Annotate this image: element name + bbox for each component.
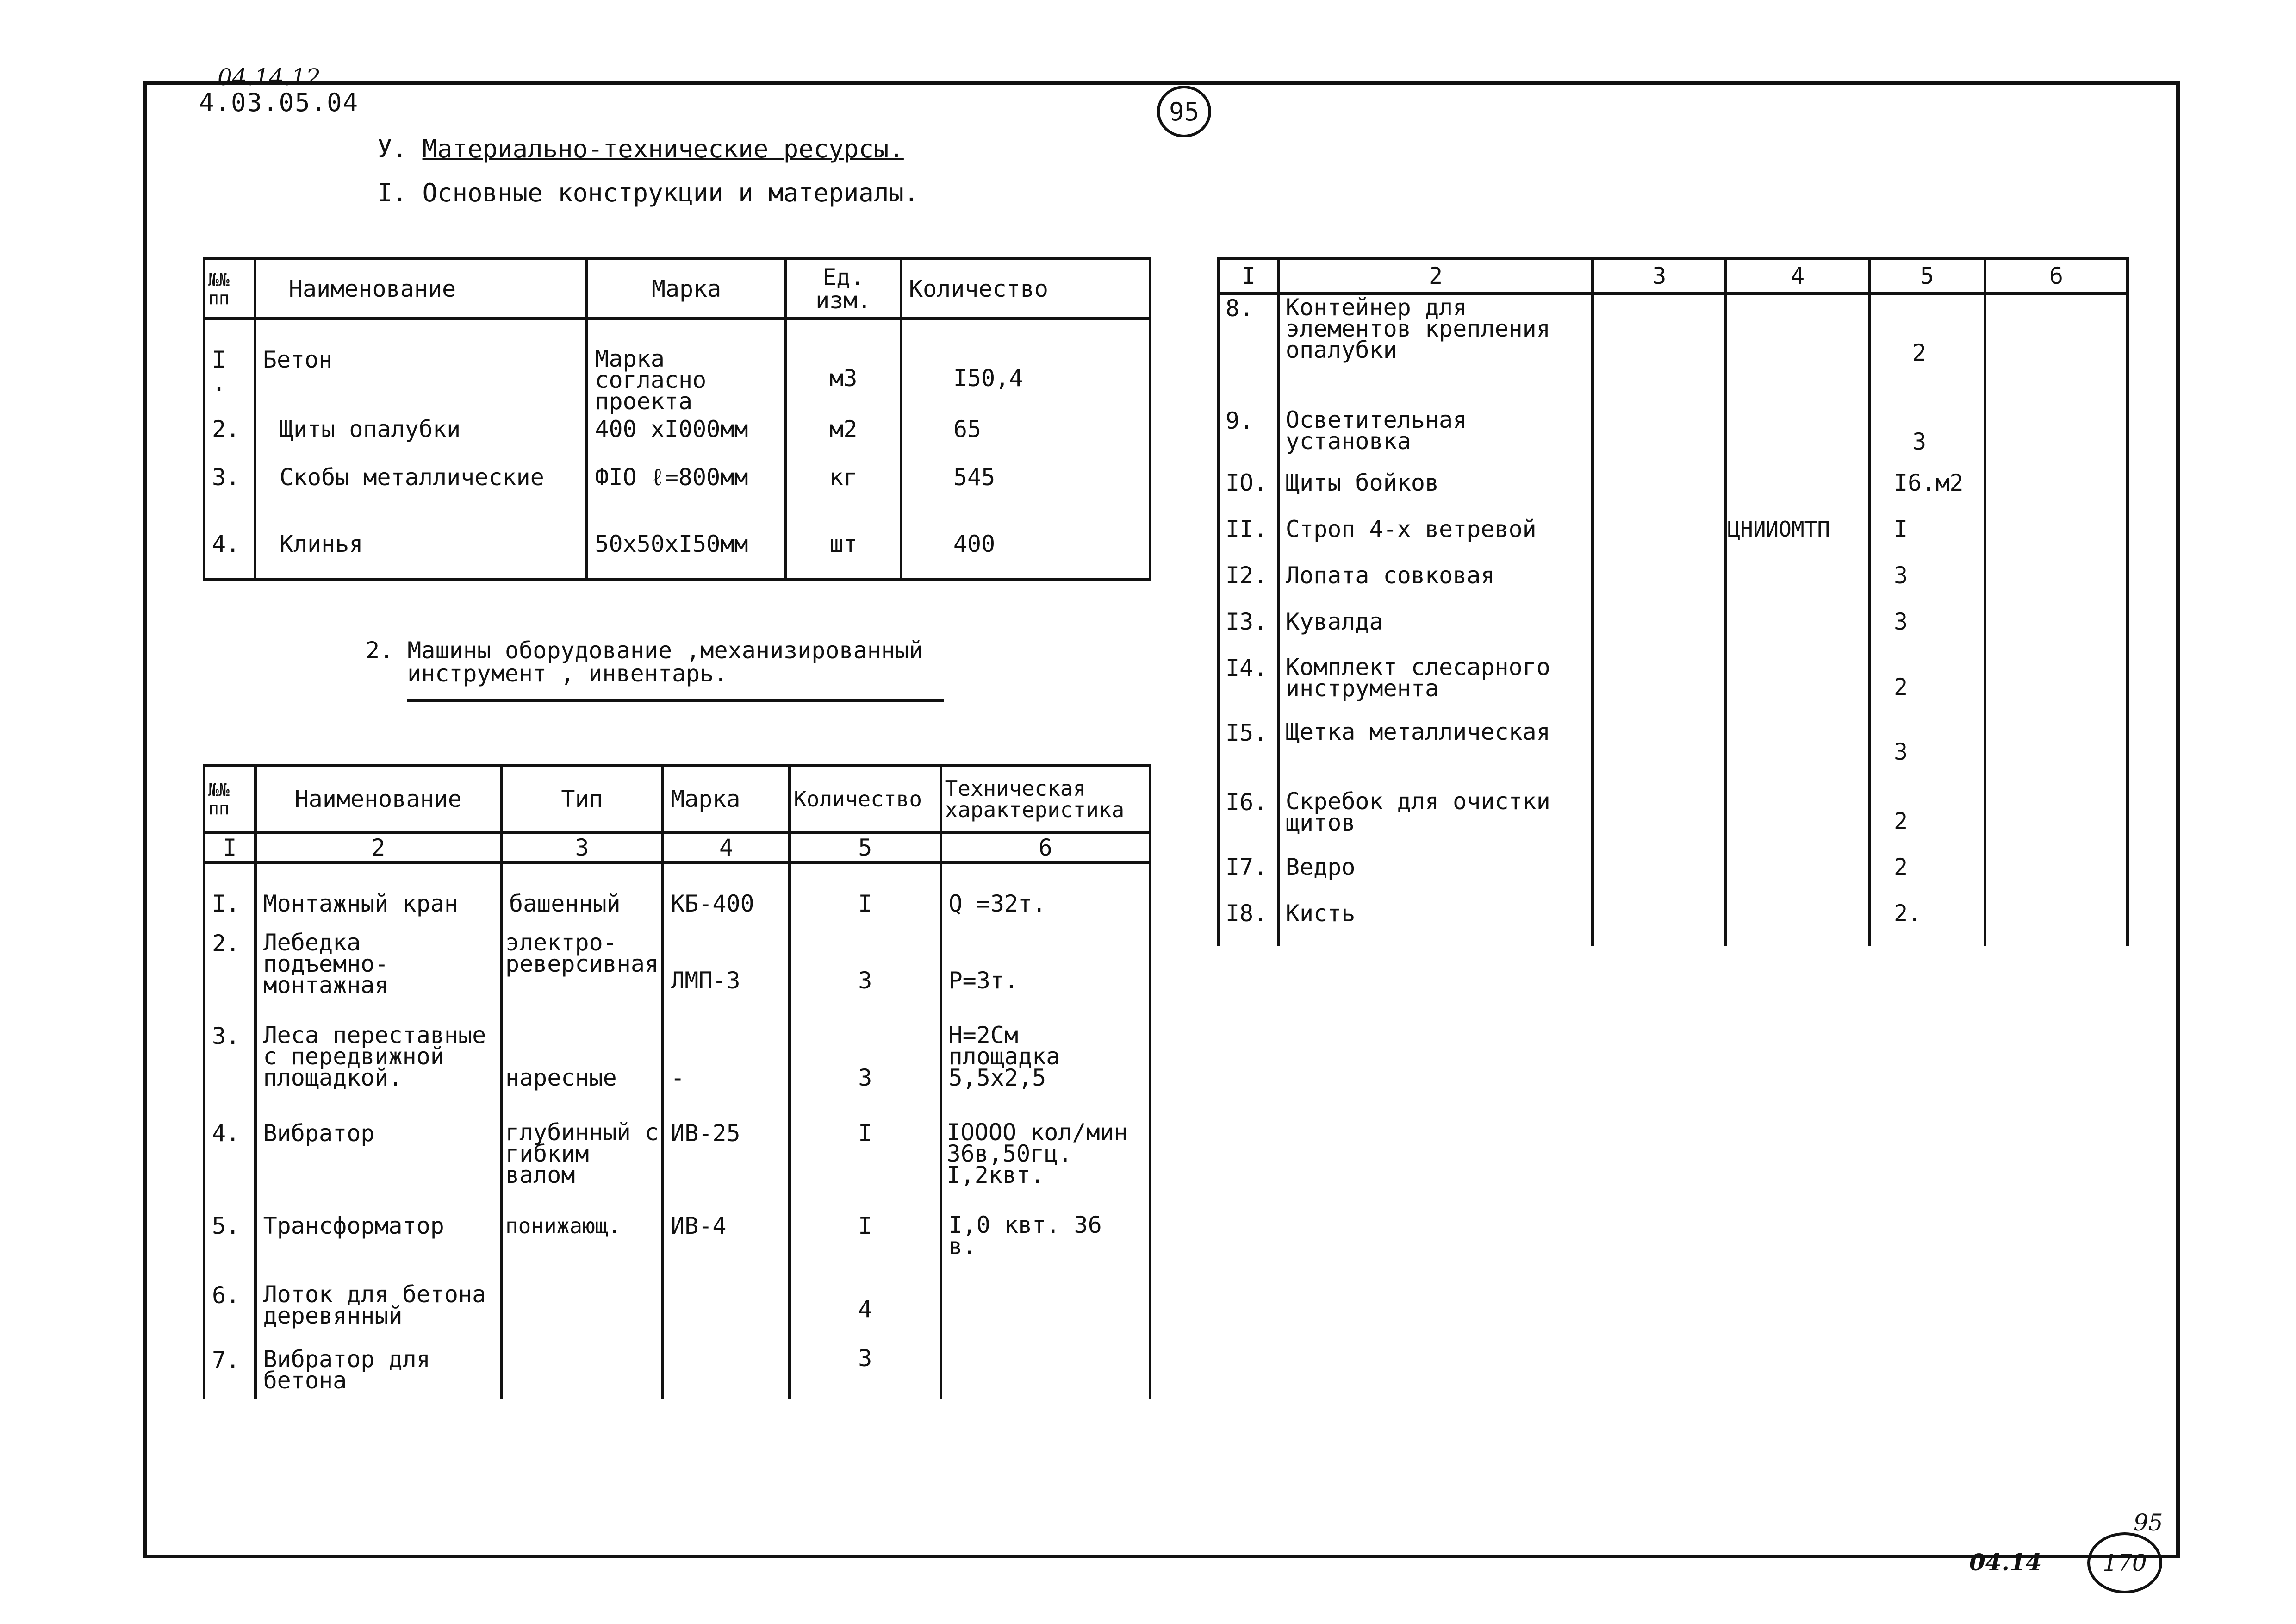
machines-title-line2: инструмент , инвентарь. [407, 660, 728, 687]
row-col4: ЦНИИОМТП [1726, 516, 1869, 562]
row-number: 9. [1219, 400, 1279, 469]
row-col6 [1985, 294, 2128, 400]
row-name: Щиты опалубки [255, 415, 587, 463]
row-number: 8. [1219, 294, 1279, 400]
header-cell: Количество [790, 766, 940, 833]
table-row [204, 1015, 1150, 1112]
row-type: наресные [501, 1015, 663, 1112]
table-row [1219, 900, 2128, 946]
section-title-text: Материально-технические ресурсы. [422, 134, 904, 163]
continuation-table [1217, 257, 2129, 946]
table-row [1219, 655, 2128, 719]
row-col6 [1985, 608, 2128, 655]
row-quantity: 3 [790, 918, 940, 1015]
row-name: Вибратор [255, 1112, 501, 1205]
row-number: I7. [1219, 854, 1279, 900]
row-col3 [1593, 608, 1726, 655]
machines-section-title [366, 639, 923, 685]
row-name: Лопата совковая [1279, 562, 1593, 608]
machines-table [203, 764, 1151, 1399]
row-mark: - [663, 1015, 790, 1112]
page-number-bottom: 95 [2134, 1509, 2163, 1536]
continuation-header-row [1219, 259, 2128, 294]
row-spec: Н=2См площадка 5,5х2,5 [941, 1015, 1150, 1112]
doc-code: 4.03.05.04 [199, 88, 359, 117]
title-underline [407, 699, 944, 702]
row-col6 [1985, 469, 2128, 516]
row-spec [941, 1274, 1150, 1344]
row-type: глубинный с гибким валом [501, 1112, 663, 1205]
row-type: электро-реверсивная [501, 918, 663, 1015]
row-quantity: I6.м2 [1869, 469, 1985, 516]
row-number: 3. [204, 463, 255, 514]
table-row [1219, 608, 2128, 655]
row-number: 3. [204, 1015, 255, 1112]
row-unit: м3 [786, 319, 901, 415]
row-col6 [1985, 516, 2128, 562]
row-mark [663, 1274, 790, 1344]
section-title [377, 134, 904, 163]
row-unit: кг [786, 463, 901, 514]
column-number: 5 [790, 833, 940, 863]
row-quantity: 3 [790, 1344, 940, 1399]
machines-header-row [204, 766, 1150, 833]
table-row [1219, 719, 2128, 789]
row-mark [663, 1344, 790, 1399]
table-row [204, 319, 1150, 415]
row-mark: 400 хI000мм [587, 415, 785, 463]
row-name: Леса переставные с передвижной площадкой. [255, 1015, 501, 1112]
header-cell: Марка [587, 259, 785, 319]
row-spec: I,0 квт. 36 в. [941, 1205, 1150, 1274]
row-mark: 50х50хI50мм [587, 514, 785, 580]
row-name: Ведро [1279, 854, 1593, 900]
row-col6 [1985, 562, 2128, 608]
header-cell: №№ пп [204, 766, 255, 833]
handwritten-doc-code: 04.14.12 [218, 64, 321, 91]
table-row [1219, 400, 2128, 469]
row-unit: м2 [786, 415, 901, 463]
table-row [204, 918, 1150, 1015]
sheet-number-circle [2087, 1532, 2162, 1593]
row-col6 [1985, 789, 2128, 854]
row-col3 [1593, 789, 1726, 854]
row-name: Строп 4-х ветревой [1279, 516, 1593, 562]
row-name: Лебедка подъемно-монтажная [255, 918, 501, 1015]
table-row [1219, 562, 2128, 608]
table-row [204, 1205, 1150, 1274]
row-col3 [1593, 562, 1726, 608]
row-quantity: 3 [790, 1015, 940, 1112]
row-col3 [1593, 400, 1726, 469]
column-number: I [1219, 259, 1279, 294]
row-quantity: 3 [1869, 400, 1985, 469]
header-cell: Наименование [255, 259, 587, 319]
row-quantity: 2. [1869, 900, 1985, 946]
row-number: 4. [204, 514, 255, 580]
row-spec [941, 1344, 1150, 1399]
section-title-prefix: У. [377, 134, 408, 163]
row-unit: шт [786, 514, 901, 580]
row-number: I8. [1219, 900, 1279, 946]
table-row [1219, 516, 2128, 562]
table-row [204, 1112, 1150, 1205]
column-number: 2 [1279, 259, 1593, 294]
section-subtitle: I. Основные конструкции и материалы. [377, 178, 919, 207]
row-quantity: 545 [901, 463, 1150, 514]
row-quantity: 65 [901, 415, 1150, 463]
row-spec: Q =32т. [941, 863, 1150, 918]
row-number: 4. [204, 1112, 255, 1205]
row-quantity: I [1869, 516, 1985, 562]
row-col4 [1726, 400, 1869, 469]
row-col6 [1985, 900, 2128, 946]
row-number: II. [1219, 516, 1279, 562]
page-number: 95 [1169, 97, 1200, 126]
row-number: 2. [204, 415, 255, 463]
column-number: I [204, 833, 255, 863]
column-number: 4 [1726, 259, 1869, 294]
row-number: I5. [1219, 719, 1279, 789]
row-col6 [1985, 655, 2128, 719]
row-name: Трансформатор [255, 1205, 501, 1274]
sheet-code: 04.14 [1969, 1549, 2042, 1576]
row-spec: IOOOO кол/мин 36в,50гц. I,2квт. [941, 1112, 1150, 1205]
row-quantity: 400 [901, 514, 1150, 580]
row-name: Лоток для бетона деревянный [255, 1274, 501, 1344]
table-row [204, 863, 1150, 918]
row-number: I6. [1219, 789, 1279, 854]
row-mark: ИВ-25 [663, 1112, 790, 1205]
row-col3 [1593, 469, 1726, 516]
row-quantity: 2 [1869, 854, 1985, 900]
row-col4 [1726, 789, 1869, 854]
row-number: I. [204, 863, 255, 918]
row-name: Комплект слесарного инструмента [1279, 655, 1593, 719]
row-number: 6. [204, 1274, 255, 1344]
row-quantity: 4 [790, 1274, 940, 1344]
row-col3 [1593, 900, 1726, 946]
row-quantity: 2 [1869, 294, 1985, 400]
row-name: Осветительная установка [1279, 400, 1593, 469]
row-type [501, 1344, 663, 1399]
machines-title-line1: 2. Машины оборудование ,механизированный [366, 637, 923, 664]
table-row [1219, 469, 2128, 516]
row-number: I3. [1219, 608, 1279, 655]
row-quantity: 2 [1869, 789, 1985, 854]
row-number: 2. [204, 918, 255, 1015]
row-col3 [1593, 719, 1726, 789]
row-number: I . [204, 319, 255, 415]
header-cell: Марка [663, 766, 790, 833]
row-quantity: I [790, 863, 940, 918]
row-mark: ИВ-4 [663, 1205, 790, 1274]
row-quantity: 3 [1869, 562, 1985, 608]
row-name: Монтажный кран [255, 863, 501, 918]
table-row [204, 463, 1150, 514]
row-spec: Р=3т. [941, 918, 1150, 1015]
row-col4 [1726, 608, 1869, 655]
row-col3 [1593, 854, 1726, 900]
column-number: 6 [941, 833, 1150, 863]
row-col4 [1726, 854, 1869, 900]
column-number: 5 [1869, 259, 1985, 294]
materials-table [203, 257, 1151, 581]
row-mark: Марка согласно проекта [587, 319, 785, 415]
row-number: 7. [204, 1344, 255, 1399]
header-cell: №№ пп [204, 259, 255, 319]
row-quantity: I50,4 [901, 319, 1150, 415]
row-col4 [1726, 719, 1869, 789]
column-number: 6 [1985, 259, 2128, 294]
column-number: 3 [1593, 259, 1726, 294]
row-quantity: I [790, 1205, 940, 1274]
row-quantity: 2 [1869, 655, 1985, 719]
row-col4 [1726, 900, 1869, 946]
row-col4 [1726, 469, 1869, 516]
row-mark: КБ-400 [663, 863, 790, 918]
table-row [204, 1344, 1150, 1399]
row-type [501, 1274, 663, 1344]
row-mark: ЛМП-3 [663, 918, 790, 1015]
row-name: Вибратор для бетона [255, 1344, 501, 1399]
row-col3 [1593, 655, 1726, 719]
header-cell: Ед. изм. [786, 259, 901, 319]
row-col3 [1593, 294, 1726, 400]
row-quantity: I [790, 1112, 940, 1205]
row-name: Скобы металлические [255, 463, 587, 514]
row-col6 [1985, 400, 2128, 469]
row-col6 [1985, 854, 2128, 900]
header-cell: Тип [501, 766, 663, 833]
table-row [1219, 854, 2128, 900]
row-name: Щетка металлическая [1279, 719, 1593, 789]
table-row [1219, 294, 2128, 400]
row-col4 [1726, 655, 1869, 719]
table-row [1219, 789, 2128, 854]
row-mark: ФIO ℓ=800мм [587, 463, 785, 514]
row-col4 [1726, 294, 1869, 400]
column-number: 4 [663, 833, 790, 863]
page-number-circle [1157, 86, 1211, 137]
row-name: Контейнер для элементов крепления опалубки [1279, 294, 1593, 400]
row-col4 [1726, 562, 1869, 608]
row-name: Клинья [255, 514, 587, 580]
row-name: Скребок для очистки щитов [1279, 789, 1593, 854]
row-number: IO. [1219, 469, 1279, 516]
table-row [204, 514, 1150, 580]
row-number: I2. [1219, 562, 1279, 608]
column-number: 2 [255, 833, 501, 863]
table-row [204, 415, 1150, 463]
row-name: Кувалда [1279, 608, 1593, 655]
table-row [204, 1274, 1150, 1344]
row-name: Бетон [255, 319, 587, 415]
row-type: башенный [501, 863, 663, 918]
row-type: понижающ. [501, 1205, 663, 1274]
row-name: Щиты бойков [1279, 469, 1593, 516]
row-quantity: 3 [1869, 608, 1985, 655]
column-number: 3 [501, 833, 663, 863]
row-number: 5. [204, 1205, 255, 1274]
materials-header-row [204, 259, 1150, 319]
row-col3 [1593, 516, 1726, 562]
row-col6 [1985, 719, 2128, 789]
row-number: I4. [1219, 655, 1279, 719]
header-cell: Наименование [255, 766, 501, 833]
header-cell: Количество [901, 259, 1150, 319]
row-name: Кисть [1279, 900, 1593, 946]
header-cell: Техническая характеристика [941, 766, 1150, 833]
sheet-number: 170 [2103, 1549, 2147, 1576]
column-number-row [204, 833, 1150, 863]
row-quantity: 3 [1869, 719, 1985, 789]
